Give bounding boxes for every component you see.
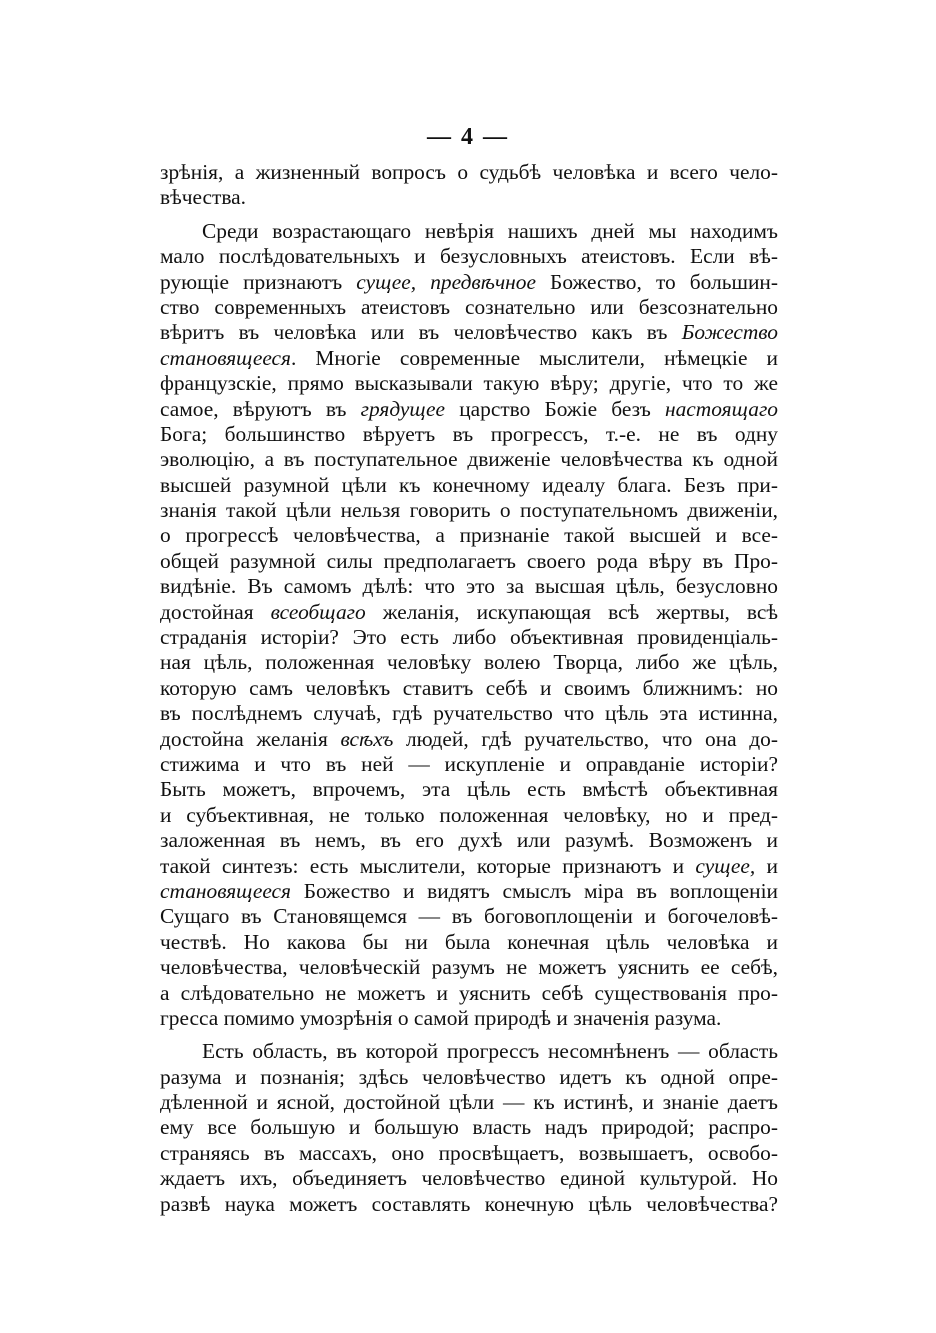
text-run: царство Божіе безъ [445,396,665,421]
text-line [160,676,778,701]
text-run: гресса помимо умозрѣнія о самой природѣ и значенія разума. [160,1005,722,1030]
paragraph-gap [160,1031,778,1039]
text-line [160,701,778,726]
text-run: Быть можетъ, впрочемъ, эта цѣль есть вмѣстѣ объективная [160,777,778,802]
text-line [160,473,778,498]
text-run: Бога; большинство вѣруетъ въ прогрессъ, т.-е. не въ одну [160,421,778,446]
text-run: Божество и видятъ смыслъ міра въ воплощеніи [290,878,778,903]
text-line [160,422,778,447]
text-line [160,1166,778,1191]
text-line [160,600,778,625]
text-run: достойна желанія [160,726,341,751]
text-line [160,320,778,345]
text-run: мало послѣдовательныхъ и безусловныхъ атеистовъ. Если вѣ- [160,244,778,269]
text-line [160,523,778,548]
text-run: а слѣдовательно не можетъ и уяснить себѣ существованія про- [160,980,778,1005]
text-run: французскіе, прямо высказывали такую вѣру; другіе, что то же [160,371,778,396]
text-run: Сущаго въ Становящемся — въ боговоплощеніи и богочеловѣ- [160,904,778,929]
italic-text: всеобщаго [270,599,366,624]
paragraph-gap [160,211,778,219]
text-run: видѣніе. Въ самомъ дѣлѣ: что это за высшая цѣль, безусловно [160,574,778,599]
text-line [160,346,778,371]
text-run: желанія, искупающая всѣ жертвы, всѣ [365,599,778,624]
text-line [160,752,778,777]
text-run: достойная [160,599,271,624]
text-run: Есть область, въ которой прогрессъ несомнѣненъ — область [202,1039,778,1064]
italic-text: становящееся [160,878,291,903]
text-line [160,828,778,853]
text-run: которую самъ человѣкъ ставитъ себѣ и своимъ ближнимъ: но [160,675,778,700]
text-run: такой синтезъ: есть мыслители, которые признаютъ и [160,853,696,878]
text-run: ждаетъ ихъ, объединяетъ человѣчество единой культурой. Но [160,1166,778,1191]
text-run: ная цѣль, положенная человѣку волею Творца, либо же цѣль, [160,650,778,675]
italic-text: Божество [681,320,778,345]
text-run: зрѣнія, а жизненный вопросъ о судьбѣ человѣка и всего чело- [160,160,778,184]
text-run: рующіе признаютъ [160,269,357,294]
text-run: и [755,853,778,878]
text-run: человѣчества, человѣческій разумъ не можетъ уяснить ее себѣ, [160,955,778,980]
body-text [160,160,778,1217]
text-line [160,185,778,210]
text-line [160,1192,778,1217]
text-run: чествѣ. Но какова бы ни была конечная цѣль человѣка и [160,929,778,954]
italic-text: всѣхъ [340,726,394,751]
text-run: стижима и что въ ней — искупленіе и оправданіе исторіи? [160,751,778,776]
text-line [160,1006,778,1031]
text-run: дѣленной и ясной, достойной цѣли — къ истинѣ, и знаніе даетъ [160,1090,778,1115]
text-line [160,625,778,650]
text-line [160,1039,778,1064]
italic-text: становящееся [160,345,291,370]
text-run: и субъективная, не только положенная человѣку, но и пред- [160,802,778,827]
text-run: страданія исторіи? Это есть либо объективная провиденціаль- [160,625,778,650]
text-line [160,160,778,185]
text-run: заложенная въ немъ, въ его духѣ или разумѣ. Возможенъ и [160,828,778,853]
text-line [160,219,778,244]
page-number: — 4 — [427,124,509,150]
text-line [160,1141,778,1166]
text-line [160,371,778,396]
text-line [160,803,778,828]
text-line [160,1065,778,1090]
text-line [160,854,778,879]
text-run: . Многіе современные мыслители, нѣмецкіе и [290,345,778,370]
text-run: страняясь въ массахъ, оно просвѣщаетъ, возвышаетъ, освобо- [160,1140,778,1165]
italic-text: настоящаго [664,396,778,421]
text-run: развѣ наука можетъ составлять конечную цѣль человѣчества? [160,1191,778,1216]
text-run: о прогрессѣ человѣчества, а признаніе такой высшей и все- [160,523,778,548]
text-line [160,727,778,752]
text-line [160,574,778,599]
text-run: ство современныхъ атеистовъ сознательно или безсознательно [160,294,778,319]
text-line [160,447,778,472]
text-run: вѣчества. [160,185,247,210]
text-run: ему все большую и большую власть надъ природой; распро- [160,1115,778,1140]
text-line [160,397,778,422]
text-run: разума и познанія; здѣсь человѣчество идетъ къ одной опре- [160,1064,778,1089]
italic-text: сущее, предвѣчное [356,269,536,294]
text-line [160,879,778,904]
text-line [160,981,778,1006]
text-line [160,1090,778,1115]
text-run: самое, вѣруютъ въ [160,396,361,421]
text-line [160,244,778,269]
text-line [160,270,778,295]
text-run: знанія такой цѣли нельзя говорить о поступательномъ движеніи, [160,498,778,523]
text-line [160,777,778,802]
italic-text: сущее, [695,853,756,878]
text-run: общей разумной силы предполагаетъ своего рода вѣру въ Про- [160,548,778,573]
text-run: эволюцію, а въ поступательное движеніе человѣчества къ одной [160,447,778,472]
text-run: въ послѣднемъ случаѣ, гдѣ ручательство что цѣль эта истинна, [160,701,778,726]
text-line [160,930,778,955]
italic-text: грядущее [360,396,446,421]
text-run: людей, гдѣ ручательство, что она до- [393,726,778,751]
text-line [160,650,778,675]
text-line [160,1115,778,1140]
text-run: Среди возрастающаго невѣрія нашихъ дней мы находимъ [202,218,778,243]
text-line [160,498,778,523]
text-line [160,549,778,574]
text-run: вѣритъ въ человѣка или въ человѣчество какъ въ [160,320,682,345]
text-line [160,295,778,320]
text-line [160,904,778,929]
text-run: высшей разумной цѣли къ конечному идеалу блага. Безъ при- [160,472,778,497]
text-line [160,955,778,980]
text-run: Божество, то большин- [535,269,779,294]
